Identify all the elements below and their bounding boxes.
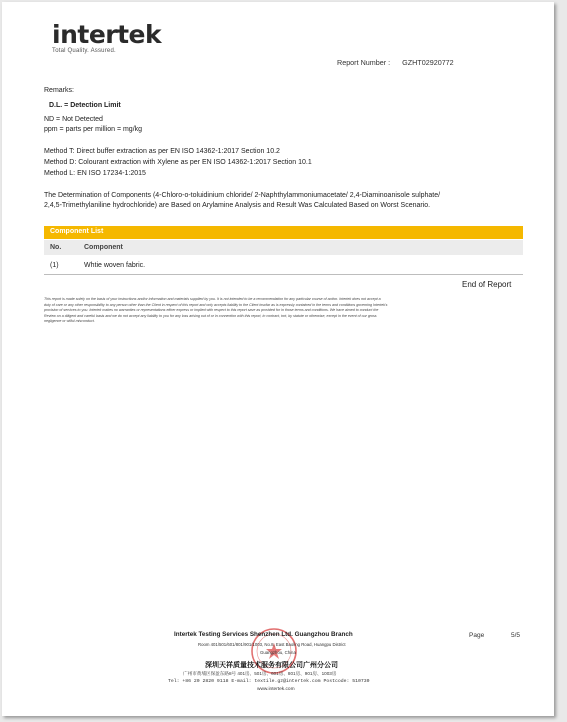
footer-company-cn: 深圳天祥质量技术服务有限公司广州分公司 — [205, 662, 338, 669]
disclaimer — [44, 297, 522, 325]
logo-tagline: Total Quality. Assured. — [52, 48, 116, 54]
page-label: Page — [469, 632, 485, 639]
footer-address-cn: 广州市黄埔区保盈东路8号 401房、501房、601房、801房、901房、1003房 — [183, 671, 337, 676]
determination-line-2: 2,4,5-Trimethylaniline hydrochloride) are Based on Arylamine Analysis and Result Was Calculated Based on Worst Scenario. — [44, 202, 431, 209]
table-row — [44, 257, 523, 275]
disclaimer-line: Review on a diligent and careful basis and we do not accept any liability to you for any loss arising out of or in connection with this report, in contract, tort, by statute or otherwise, except in the event of our gross — [44, 313, 377, 318]
row-component: Whtie woven fabric. — [84, 262, 146, 269]
page-number: 5/5 — [511, 632, 521, 639]
remark-nd: ND = Not Detected — [44, 116, 103, 123]
component-table-header — [44, 240, 523, 255]
disclaimer-line: provision of services to you. Intertek makes no warranties or representations either express or implied with respect to this report save as provided for in those terms and conditions. We have aimed to conduct the — [44, 308, 379, 313]
row-no: (1) — [50, 262, 59, 269]
logo-wordmark: intertek — [52, 20, 162, 49]
method-l: Method L: EN ISO 17234-1:2015 — [44, 170, 146, 177]
intertek-logo — [52, 22, 161, 54]
method-d: Method D: Colourant extraction with Xylene as per EN ISO 14362-1:2017 Section 10.1 — [44, 159, 312, 166]
disclaimer-line: This report is made solely on the basis of your instructions and/or information and materials supplied by you. It is not intended to be a recommendation for any particular course of action. Intertek does not accept a — [44, 297, 381, 301]
remark-dl: D.L. = Detection Limit — [49, 102, 121, 109]
component-list-title: Component List — [50, 228, 104, 235]
col-component: Component — [84, 244, 123, 251]
remarks-heading: Remarks: — [44, 87, 74, 94]
footer-address-1: Room 401/501/601/801/901/1003, No.8, East Baoling Road, Huangpu District — [198, 642, 346, 647]
footer-company: Intertek Testing Services Shenzhen Ltd. Guangzhou Branch — [174, 631, 353, 638]
report-number-value: GZHT02920772 — [402, 58, 454, 67]
report-number — [337, 58, 454, 67]
end-of-report: End of Report — [462, 280, 512, 289]
disclaimer-line: negligence or wilful misconduct. — [44, 319, 95, 324]
disclaimer-line: duty of care or any other responsibility to any person other than the Client in respect of this report and only accepts liability to the Client insofar as is expressly contained in the terms and conditions governing Intertek's — [44, 302, 388, 307]
footer-contact: Tel: +86 20 2820 9118 E-mail: textile.gz@intertek.com Postcode: 510730 — [168, 679, 370, 684]
col-no: No. — [50, 244, 62, 251]
footer-address-2: Guangzhou, China — [260, 650, 296, 655]
report-number-label: Report Number : — [337, 58, 391, 67]
determination-line-1: The Determination of Components (4-Chloro-o-toluidinium chloride/ 2-Naphthylammoniumacetate/ 2,4-Diaminoanisole sulphate/ — [44, 192, 441, 199]
remark-ppm: ppm = parts per million = mg/kg — [44, 126, 143, 133]
method-t: Method T: Direct buffer extraction as per EN ISO 14362-1:2017 Section 10.2 — [44, 148, 280, 155]
component-list-header — [44, 226, 523, 239]
footer-website: www.intertek.com — [257, 687, 295, 692]
report-page — [2, 2, 554, 716]
